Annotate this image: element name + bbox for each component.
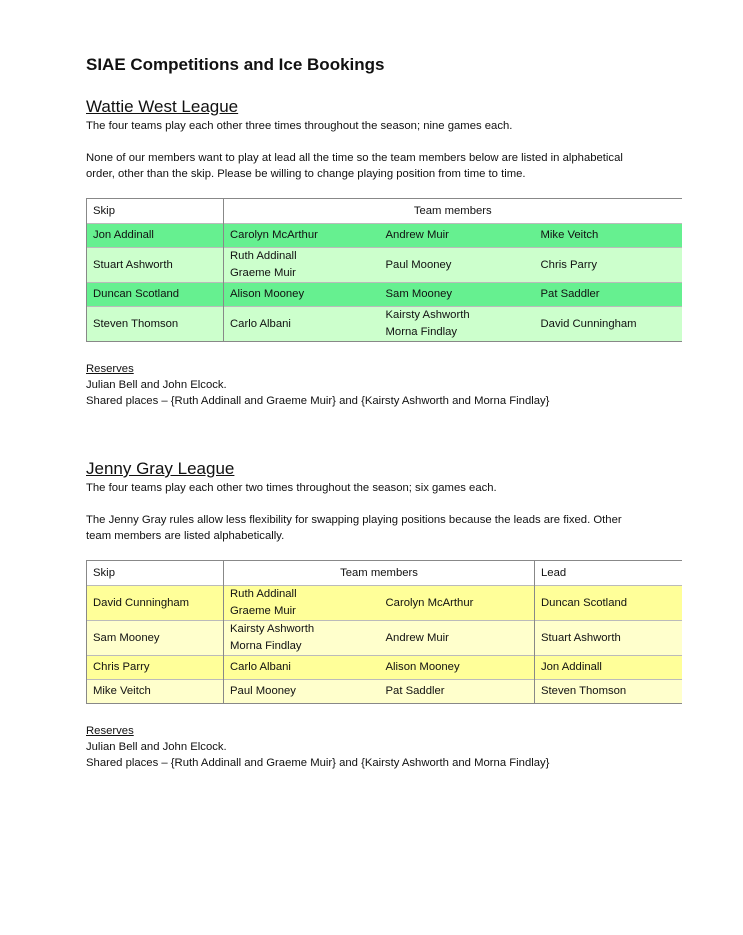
wattie-header-members: Team members — [224, 199, 682, 224]
wattie-heading: Wattie West League — [86, 97, 239, 116]
shared-places-line: Shared places – {Ruth Addinall and Graeme Muir} and {Kairsty Ashworth and Morna Findlay} — [86, 757, 550, 769]
member-cell: Pat Saddler — [535, 283, 682, 307]
member-name: Ruth Addinall — [230, 250, 297, 262]
member-name: Graeme Muir — [230, 605, 296, 617]
lead-cell: Steven Thomson — [535, 680, 682, 704]
member-cell: Carolyn McArthur — [380, 586, 535, 621]
skip-cell: David Cunningham — [87, 586, 224, 621]
skip-cell: Steven Thomson — [87, 307, 224, 342]
member-name: Graeme Muir — [230, 267, 296, 279]
table-row — [87, 224, 682, 248]
reserves-line: Julian Bell and John Elcock. — [86, 379, 227, 391]
wattie-note-line1: None of our members want to play at lead all the time so the team members below are listed in alphabetical — [86, 152, 623, 164]
skip-cell: Jon Addinall — [87, 224, 224, 248]
table-row — [87, 621, 682, 656]
table-row — [87, 586, 682, 621]
member-cell: Alison Mooney — [380, 656, 535, 680]
member-cell: Paul Mooney — [380, 248, 535, 283]
member-name: Morna Findlay — [385, 326, 458, 338]
table-row — [87, 656, 682, 680]
wattie-note-line2: order, other than the skip. Please be willing to change playing position from time to time. — [86, 168, 526, 180]
document-content — [86, 54, 682, 771]
page-title: SIAE Competitions and Ice Bookings — [86, 55, 385, 74]
reserves-label: Reserves — [86, 725, 134, 737]
wattie-reserves — [86, 361, 682, 409]
table-row — [87, 307, 682, 342]
member-cell — [224, 621, 380, 656]
gray-header-lead: Lead — [535, 561, 682, 586]
wattie-header-skip: Skip — [87, 199, 224, 224]
skip-cell: Chris Parry — [87, 656, 224, 680]
member-cell: Sam Mooney — [380, 283, 535, 307]
gray-heading: Jenny Gray League — [86, 459, 235, 478]
member-name: Carolyn McArthur — [230, 229, 318, 241]
wattie-table — [86, 198, 682, 342]
member-cell: Chris Parry — [535, 248, 682, 283]
member-cell: Paul Mooney — [224, 680, 380, 704]
gray-note-line2: team members are listed alphabetically. — [86, 530, 285, 542]
member-cell: Carlo Albani — [224, 307, 380, 342]
lead-cell: Stuart Ashworth — [535, 621, 682, 656]
member-name: Morna Findlay — [230, 640, 302, 652]
skip-cell: Duncan Scotland — [87, 283, 224, 307]
member-cell: Mike Veitch — [535, 224, 682, 248]
member-cell: Pat Saddler — [380, 680, 535, 704]
member-cell: Alison Mooney — [224, 283, 380, 307]
table-row — [87, 680, 682, 704]
skip-cell: Sam Mooney — [87, 621, 224, 656]
reserves-label: Reserves — [86, 363, 134, 375]
gray-intro: The four teams play each other two times throughout the season; six games each. — [86, 482, 497, 494]
shared-places-line: Shared places – {Ruth Addinall and Graeme Muir} and {Kairsty Ashworth and Morna Findlay} — [86, 395, 550, 407]
gray-note-line1: The Jenny Gray rules allow less flexibility for swapping playing positions because the leads are fixed. Other — [86, 514, 622, 526]
lead-cell: Duncan Scotland — [535, 586, 682, 621]
wattie-intro: The four teams play each other three times throughout the season; nine games each. — [86, 120, 513, 132]
wattie-header-row — [87, 199, 682, 224]
lead-cell: Jon Addinall — [535, 656, 682, 680]
member-cell: David Cunningham — [535, 307, 682, 342]
gray-reserves — [86, 723, 682, 771]
table-row — [87, 283, 682, 307]
member-cell: Andrew Muir — [380, 621, 535, 656]
skip-cell: Stuart Ashworth — [87, 248, 224, 283]
skip-cell: Mike Veitch — [87, 680, 224, 704]
member-name: Kairsty Ashworth — [230, 623, 315, 635]
member-cell — [224, 586, 380, 621]
member-cell: Andrew Muir — [380, 224, 535, 248]
member-cell: Carlo Albani — [224, 656, 380, 680]
gray-header-row — [87, 561, 682, 586]
member-cell — [224, 248, 380, 283]
gray-header-skip: Skip — [87, 561, 224, 586]
member-cell — [224, 224, 380, 248]
reserves-line: Julian Bell and John Elcock. — [86, 741, 227, 753]
gray-table — [86, 560, 682, 704]
member-cell — [380, 307, 535, 342]
table-row — [87, 248, 682, 283]
gray-header-members: Team members — [224, 561, 535, 586]
member-name: Kairsty Ashworth — [385, 309, 470, 321]
member-name: Ruth Addinall — [230, 588, 297, 600]
